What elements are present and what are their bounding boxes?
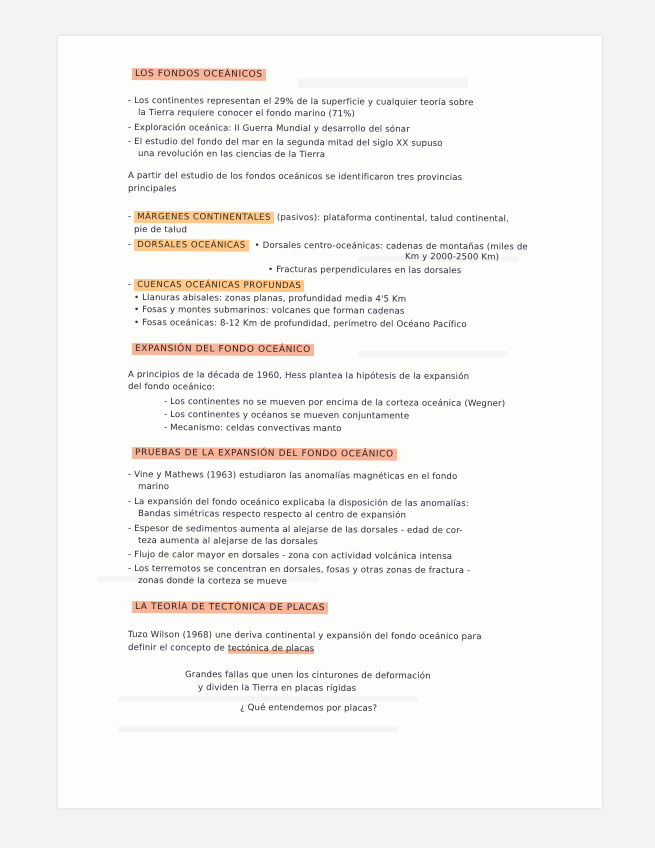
bleed-through-mark: [358, 351, 508, 357]
bullet-text: - Flujo de calor mayor en dorsales - zona con actividad volcánica intensa: [127, 550, 453, 562]
dorsales-text: • Fracturas perpendiculares en las dorsales: [267, 265, 462, 277]
cuencas-label: CUENCAS OCEÁNICAS PROFUNDAS: [134, 279, 304, 292]
dorsales-label: DORSALES OCEÁNICAS: [134, 239, 249, 252]
cuencas-item: • Llanuras abisales: zonas planas, profundidad media 4'5 Km: [133, 293, 407, 305]
margenes-label: MÁRGENES CONTINENTALES: [134, 211, 274, 224]
question-text: ¿ Qué entendemos por placas?: [239, 703, 378, 714]
cuencas-row: - CUENCAS OCEÁNICAS PROFUNDAS: [128, 280, 304, 292]
dorsales-row: - DORSALES OCEÁNICAS • Dorsales centro-oceánicas: cadenas de montañas (miles de: [127, 240, 528, 253]
bullet-text: - Espesor de sedimentos aumenta al alejarse de las dorsales - edad de cor-: [127, 524, 463, 537]
definition-text: Grandes fallas que unen los cinturones de deformación: [184, 670, 431, 682]
margenes-text: (pasivos): plataforma continental, talud continental,: [276, 212, 509, 225]
bleed-through-mark: [298, 78, 468, 88]
bullet-text: teza aumenta al alejarse de las dorsales: [137, 536, 318, 548]
dorsales-text: • Dorsales centro-oceánicas: cadenas de montañas (miles de: [254, 240, 528, 253]
bullet-text: la Tierra requiere conocer el fondo marino (71%): [137, 108, 356, 120]
paragraph-text: definir el concepto de tectónica de placas: [127, 643, 315, 655]
bullet-text: - Los continentes representan el 29% de la superficie y cualquier teoría sobre: [127, 96, 474, 109]
bullet-text: marino: [137, 482, 170, 493]
paragraph-text: A principios de la década de 1960, Hess plantea la hipótesis de la expansión: [127, 370, 470, 383]
tectonica-highlight: tectónica de placas: [227, 643, 315, 655]
dorsales-text: Km y 2000-2500 Km): [404, 252, 500, 263]
bullet-text: - Mecanismo: celdas convectivas manto: [163, 423, 342, 435]
bullet-text: - Los continentes no se mueven por encima de la corteza oceánica (Wegner): [163, 397, 506, 410]
cuencas-item: • Fosas oceánicas: 8-12 Km de profundidad, perímetro del Océano Pacífico: [133, 318, 467, 331]
bullet-text: zonas donde la corteza se mueve: [137, 576, 288, 587]
bullet-text: - El estudio del fondo del mar en la segunda mitad del siglo XX supuso: [127, 137, 443, 149]
bleed-through-mark: [118, 696, 418, 702]
bullet-text: Bandas simétricas respecto respecto al centro de expansión: [137, 509, 407, 521]
section-title-pruebas: PRUEBAS DE LA EXPANSIÓN DEL FONDO OCEÁNICO: [132, 448, 397, 461]
section-title-tectonica: LA TEORÍA DE TECTÓNICA DE PLACAS: [132, 602, 328, 614]
definition-text: y dividen la Tierra en placas rígidas: [197, 683, 357, 694]
section-title-expansion: EXPANSIÓN DEL FONDO OCEÁNICO: [132, 344, 314, 356]
cuencas-item: • Fosas y montes submarinos: volcanes que forman cadenas: [133, 305, 405, 317]
section-title-fondos-oceanicos: LOS FONDOS OCEÁNICOS: [132, 69, 266, 81]
paragraph-text: del fondo oceánico:: [127, 382, 216, 393]
bullet-text: - La expansión del fondo oceánico explicaba la disposición de las anomalías:: [127, 497, 469, 510]
bullet-text: - Exploración oceánica: II Guerra Mundial y desarrollo del sónar: [127, 123, 410, 135]
bullet-text: - Los terremotos se concentran en dorsales, fosas y otras zonas de fractura -: [127, 564, 471, 577]
bullet-text: una revolución en las ciencias de la Tierra: [137, 149, 326, 161]
paragraph-text: A partir del estudio de los fondos oceánicos se identificaron tres provincias: [127, 171, 463, 184]
bleed-through-mark: [118, 726, 398, 732]
margenes-text: pie de talud: [133, 225, 188, 236]
paragraph-text: principales: [127, 184, 177, 195]
margenes-row: - MÁRGENES CONTINENTALES (pasivos): plataforma continental, talud continental,: [127, 212, 509, 225]
bullet-text: - Los continentes y océanos se mueven conjuntamente: [163, 410, 410, 422]
bullet-text: - Vine y Mathews (1963) estudiaron las anomalías magnéticas en el fondo: [127, 470, 458, 483]
paragraph-text: Tuzo Wilson (1968) une deriva continental y expansión del fondo oceánico para: [127, 630, 482, 643]
